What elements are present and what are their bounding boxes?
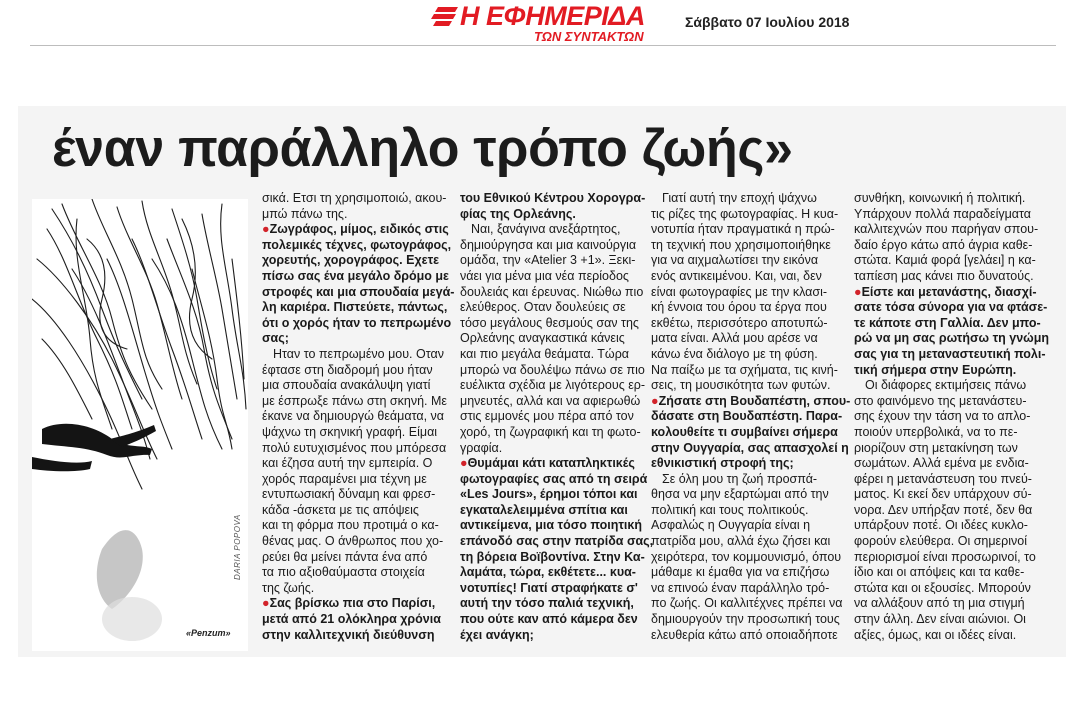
line-text: φίας της Ορλεάνης. [460, 206, 576, 221]
line-text: χειρότερα, τον κομμουνισμό, όπου [651, 549, 842, 564]
line-text: Σε όλη μου τη ζωή προσπά- [662, 471, 818, 486]
line-text: Γιατί αυτή την εποχή ψάχνω [662, 191, 817, 205]
line-text: ελευθερία κάτω από οποιαδήποτε [651, 627, 838, 642]
question-line [854, 316, 1044, 332]
text-line [651, 472, 841, 488]
line-text: «Les Jours», έρημοι τόποι και [460, 487, 638, 502]
line-text: φέρει η μετανάστευση του πνεύ- [854, 471, 1032, 486]
question-line [460, 628, 638, 644]
text-line [854, 550, 1044, 566]
text-line [460, 222, 638, 238]
text-line [460, 284, 644, 301]
line-text: ίδιο και οι απόψεις και τα καθε- [854, 565, 1025, 580]
line-text: πίσω σας ένα μεγάλο δρόμο με [262, 268, 449, 283]
question-line [262, 612, 450, 628]
text-line [262, 565, 450, 581]
line-text: στην καλλιτεχνική διεύθυνση [262, 627, 435, 642]
dancer-photo-illustration [32, 199, 248, 651]
text-line [651, 331, 841, 347]
text-line [651, 378, 841, 394]
line-text: ποιούν υπερβολικά, να το πε- [854, 424, 1018, 439]
question-line [460, 456, 638, 472]
line-text: Σας βρίσκω πια στο Παρίσι, [269, 596, 436, 611]
text-line [854, 207, 1044, 223]
line-text: έκανε να δημιουργώ θεάματα, να [262, 409, 445, 424]
text-line [651, 222, 841, 238]
line-text: κάδα -άσκετα με τις απόψεις [262, 502, 419, 517]
line-text: μπορώ να δουλέψω πάνω σε πιο [460, 362, 645, 377]
line-text: ματα είναι. Αλλά μου αρέσε να [651, 331, 818, 346]
question-line [651, 409, 841, 425]
line-text: εκθέτω, περισσότερο αποτυπώ- [651, 315, 828, 330]
line-text: έχει ανάγκη; [460, 627, 534, 642]
text-line [854, 191, 1044, 207]
line-text: Να παίξω με τα σχήματα, τις κινή- [651, 362, 838, 377]
line-text: σας; [262, 331, 289, 346]
masthead [0, 0, 1086, 44]
question-line [460, 207, 638, 223]
line-text: ευέλικτα σχέδια με λιγότερους ερ- [460, 378, 646, 393]
line-text: Ηταν το πεπρωμένο μου. Οταν [273, 346, 444, 361]
line-text: για να αιχμαλωτίσει την εικόνα [651, 253, 819, 268]
line-text: πολύ ευτυχισμένος που μπόρεσα [262, 440, 447, 455]
text-line [854, 222, 1044, 238]
text-line [651, 238, 841, 254]
question-bullet-icon: ● [460, 456, 468, 471]
line-text: μια σπουδαία ανακάλυψη γιατί [262, 378, 431, 393]
speed-lines-icon [430, 5, 460, 27]
logo-subtitle: ΤΩΝ ΣΥΝΤΑΚΤΩΝ [534, 29, 644, 44]
text-line [460, 378, 646, 394]
question-line [460, 503, 638, 519]
text-line [262, 347, 450, 363]
line-text: κή έννοια του όρου τα έργα που [651, 300, 827, 315]
line-text: συνθήκη, κοινωνική ή πολιτική. [854, 191, 1026, 205]
text-line [854, 487, 1044, 503]
question-line [854, 347, 1044, 363]
line-text: ομάδα, την «Atelier 3 +1». Ξεκι- [460, 253, 636, 268]
text-line [854, 425, 1044, 441]
text-line [262, 394, 450, 410]
text-line [460, 393, 641, 410]
text-line [651, 300, 841, 316]
line-text: καλλιτεχνών που παρήγαν σπου- [854, 222, 1039, 237]
question-line [651, 425, 841, 441]
line-text: και έζησα αυτή την εμπειρία. Ο [262, 456, 433, 471]
text-line [262, 456, 450, 472]
line-text: στην άλλη. Δεν είναι αιώνιοι. Οι [854, 612, 1026, 627]
text-line [460, 409, 638, 425]
question-line [651, 393, 851, 410]
line-text: υπάρξουν ποτέ. Οι ιδέες κυκλο- [854, 518, 1028, 533]
question-line [460, 549, 645, 566]
line-text: Ζήσατε στη Βουδαπέστη, σπου- [658, 393, 851, 408]
line-text: σεις, τη μουσικότητα των φυτών. [651, 378, 831, 393]
text-line [651, 487, 841, 503]
line-text: επάνοδό σας στην πατρίδα σας, [460, 534, 654, 549]
text-line [460, 362, 645, 379]
text-line [651, 269, 841, 285]
line-text: ταπίεση μας κάνει πιο δυνατούς. [854, 268, 1034, 283]
line-text: αξίες, όμως, και οι ιδέες είναι. [854, 627, 1017, 642]
text-line [460, 424, 641, 441]
text-line [262, 191, 450, 207]
text-line [854, 596, 1044, 612]
text-line [460, 269, 638, 285]
text-line [262, 207, 450, 223]
text-line [460, 253, 638, 269]
line-text: σωμάτων. Αλλά εμένα με ενδια- [854, 456, 1029, 471]
line-text: λαμάτα, τώρα, εκθέτετε... κυα- [460, 565, 636, 580]
text-line [262, 550, 450, 566]
line-text: ρεύει θα μείνει πάντα ένα από [262, 549, 428, 564]
line-text: Οι διάφορες εκτιμήσεις πάνω [865, 378, 1027, 393]
line-text: και τη φόρμα που προτιμά ο κα- [262, 518, 439, 533]
text-line [651, 596, 841, 612]
text-line [651, 285, 841, 301]
line-text: μετά από 21 ολόκληρα χρόνια [262, 612, 441, 627]
line-text: στην Ουγγαρία, σας απασχολεί η [651, 440, 849, 455]
line-text: ότι ο χορός ήταν το πεπρωμένο [262, 315, 452, 330]
line-text: μηνευτές, αλλά και να αφιερωθώ [460, 393, 641, 408]
line-text: δαίο έργο κάτω από άγρια καθε- [854, 237, 1033, 252]
question-line [262, 628, 450, 644]
line-text: τόσο μεγάλους θεσμούς σαν της [460, 315, 639, 330]
text-line [262, 425, 450, 441]
question-line [262, 284, 455, 301]
text-line [854, 628, 1044, 644]
question-line [262, 238, 450, 254]
line-text: σας για τη μεταναστευτική πολι- [854, 346, 1046, 361]
article-headline: έναν παράλληλο τρόπο ζωής» [52, 119, 793, 178]
line-text: Ζωγράφος, μίμος, ειδικός στις [269, 222, 449, 237]
text-line [460, 441, 638, 457]
question-bullet-icon: ● [854, 284, 862, 299]
question-line [854, 300, 1048, 316]
line-text: νάει για μένα μια νέα περίοδος [460, 268, 629, 283]
line-text: χορός παραμένει μια τέχνη με [262, 471, 427, 486]
line-text: σατε τόσα σύνορα για να φτάσε- [854, 300, 1048, 315]
question-line [460, 471, 648, 488]
line-text: δημιουργούν την προσωπική τους [651, 612, 840, 627]
text-line [651, 518, 841, 534]
question-line [854, 331, 1050, 347]
line-text: στώτα. Καμιά φορά [γελάει] η κα- [854, 253, 1036, 268]
text-line [262, 534, 450, 550]
text-line [854, 503, 1044, 519]
text-line [651, 503, 841, 519]
text-line [262, 503, 450, 519]
question-bullet-icon: ● [262, 596, 270, 611]
line-text: να αλλάξουν από τη μια στιγμή [854, 596, 1025, 611]
text-line [854, 581, 1044, 597]
line-text: τε κάποτε στη Γαλλία. Δεν μπο- [854, 315, 1041, 330]
text-line [651, 253, 841, 269]
photo-credit: DARIA POPOVA [233, 514, 242, 580]
line-text: κολουθείτε τι συμβαίνει σήμερα [651, 424, 838, 439]
line-text: είναι φωτογραφίες με την κλασι- [651, 284, 828, 299]
text-line [651, 347, 841, 363]
header-divider [30, 45, 1056, 46]
line-text: του Εθνικού Κέντρου Χορογρα- [460, 191, 646, 205]
line-text: πο ζωής. Οι καλλιτέχνες πρέπει να [651, 596, 843, 611]
text-line [651, 534, 841, 550]
line-text: ψάχνω τη σκηνική γραφή. Είμαι [262, 424, 438, 439]
line-text: Είστε και μετανάστης, διασχί- [861, 284, 1037, 299]
line-text: πατρίδα μου, αλλά έχω ζήσει και [651, 534, 831, 549]
article-column-3 [651, 191, 851, 643]
question-line [262, 316, 450, 332]
text-line [262, 363, 450, 379]
line-text: νοτυπία ήταν πραγματικά η πρώ- [651, 222, 835, 237]
line-text: ρώ να μη σας ρωτήσω τη γνώμη [854, 331, 1050, 346]
question-line [460, 487, 638, 503]
text-line [460, 300, 638, 316]
text-line [460, 331, 638, 347]
question-line [262, 253, 450, 269]
question-line [854, 363, 1044, 379]
newspaper-logo[interactable] [430, 2, 654, 44]
line-text: στις εμμονές μου πέρα από τον [460, 409, 634, 424]
line-text: λη καριέρα. Πιστεύετε, πάντως, [262, 300, 448, 315]
line-text: πολιτική και τους πολιτικούς. [651, 502, 809, 517]
line-text: περιορισμοί είναι προσωρινοί, το [854, 549, 1036, 564]
article-column-4 [854, 191, 1050, 643]
question-line [460, 565, 638, 581]
text-line [262, 441, 450, 457]
line-text: γραφία. [460, 440, 503, 455]
line-text: Ναι, ξανάγινα ανεξάρτητος, [471, 222, 621, 237]
text-line [651, 207, 841, 223]
question-line [460, 612, 638, 628]
line-text: νορα. Δεν υπήρξαν ποτέ, δεν θα [854, 502, 1033, 517]
line-text: τις ρίζες της φωτογραφίας. Η κυα- [651, 206, 839, 221]
line-text: ματος. Κι εκεί δεν υπάρχουν σύ- [854, 487, 1032, 502]
line-text: δάσατε στη Βουδαπέστη. Παρα- [651, 409, 843, 424]
question-line [854, 285, 1044, 301]
line-text: εντυπωσιακή δύναμη και φρεσ- [262, 487, 436, 502]
line-text: Ορλεάνης αναγκαστικά κάνεις [460, 331, 625, 346]
text-line [854, 565, 1044, 581]
text-line [460, 316, 638, 332]
text-line [262, 487, 450, 503]
text-line [854, 409, 1044, 425]
line-text: μπώ πάνω της. [262, 206, 348, 221]
line-text: ενός αντικειμένου. Και, ναι, δεν [651, 268, 822, 283]
line-text: Ασφαλώς η Ουγγαρία είναι η [651, 518, 811, 533]
line-text: με έσπρωξε πάνω στη σκηνή. Με [262, 393, 447, 408]
line-text: τη τεχνική που χρησιμοποιήθηκε [651, 237, 831, 252]
text-line [651, 191, 841, 207]
line-text: της ζωής. [262, 580, 315, 595]
text-line [651, 628, 841, 644]
text-line [460, 238, 638, 254]
line-text: χορευτής, χορογράφος. Εχετε [262, 253, 440, 268]
line-text: δουλειάς και έρευνας. Νιώθω πιο [460, 284, 644, 299]
line-text: στο φαινόμενο της μετανάστευ- [854, 393, 1027, 408]
line-text: να επινοώ έναν παράλληλο τρό- [651, 580, 830, 595]
line-text: φορούν ελεύθερα. Οι σημερινοί [854, 534, 1027, 549]
question-line [262, 596, 450, 612]
text-line [854, 612, 1044, 628]
line-text: Θυμάμαι κάτι καταπληκτικές [467, 456, 635, 471]
line-text: στροφές και μια σπουδαία μεγά- [262, 284, 455, 299]
question-line [651, 440, 849, 457]
question-line [460, 581, 638, 597]
line-text: φωτογραφίες σας από τη σειρά [460, 471, 648, 486]
text-line [854, 534, 1044, 550]
text-line [651, 612, 841, 628]
publication-date: Σάββατο 07 Ιουλίου 2018 [685, 14, 850, 30]
line-text: πολεμικές τέχνες, φωτογράφος, [262, 237, 452, 252]
line-text: σικά. Ετσι τη χρησιμοποιώ, ακου- [262, 191, 447, 205]
text-line [651, 363, 841, 379]
line-text: αντικείμενα, μια τόσο ποιητική [460, 518, 643, 533]
question-bullet-icon: ● [262, 222, 270, 237]
question-line [651, 456, 841, 472]
text-line [854, 378, 1044, 394]
line-text: νοτυπίες! Γιατί στραφήκατε σ' [460, 580, 638, 595]
question-line [262, 331, 450, 347]
question-bullet-icon: ● [651, 393, 659, 408]
text-line [651, 565, 841, 581]
text-line [854, 394, 1044, 410]
text-line [854, 253, 1044, 269]
line-text: Υπάρχουν πολλά παραδείγματα [854, 206, 1032, 221]
line-text: στώτα και οι εξουσίες. Μπορούν [854, 580, 1031, 595]
text-line [262, 409, 450, 425]
line-text: θένας μας. Ο άνθρωπος που χο- [262, 534, 444, 549]
text-line [651, 581, 841, 597]
line-text: αυτή την τόσο παλιά τεχνική, [460, 596, 634, 611]
photo-caption: «Penzum» [186, 628, 231, 638]
text-line [262, 518, 450, 534]
question-line [460, 596, 638, 612]
text-line [854, 441, 1044, 457]
line-text: τη βόρεια Βοϊβοντίνα. Στην Κα- [460, 549, 645, 564]
line-text: ριορίζουν στη μετακίνηση των [854, 440, 1018, 455]
question-line [460, 191, 646, 207]
line-text: θησα να μην εξαρτώμαι από την [651, 487, 829, 502]
line-text: ελεύθερος. Οταν δουλεύεις σε [460, 300, 626, 315]
text-line [854, 238, 1044, 254]
line-text: δημιούργησα και μια καινούργια [460, 237, 637, 252]
line-text: σης έχουν την τάση να το απλο- [854, 409, 1031, 424]
question-line [262, 300, 450, 316]
line-text: τική σήμερα στην Ευρώπη. [854, 362, 1017, 377]
article-photo [32, 199, 248, 651]
question-line [460, 534, 654, 550]
line-text: χορό, τη ζωγραφική και τη φωτο- [460, 424, 641, 439]
question-line [262, 222, 450, 238]
article-column-2 [460, 191, 654, 643]
article-column-1 [262, 191, 455, 643]
line-text: που ούτε καν από κάμερα δεν [460, 612, 638, 627]
line-text: εγκαταλελειμμένα σπίτια και [460, 502, 628, 517]
text-line [651, 550, 841, 566]
line-text: εθνικιστική στροφή της; [651, 456, 794, 471]
text-line [262, 378, 450, 394]
logo-title: Η ΕΦΗΜΕΡΙΔΑ [460, 1, 645, 31]
line-text: έφτασε στη διαδρομή μου ήταν [262, 362, 433, 377]
text-line [854, 456, 1044, 472]
question-line [460, 518, 643, 534]
text-line [460, 347, 638, 363]
text-line [262, 581, 450, 597]
line-text: μάθαμε κι έμαθα για να επιζήσω [651, 565, 830, 580]
question-line [262, 269, 450, 285]
text-line [854, 518, 1044, 534]
text-line [854, 472, 1044, 488]
line-text: και πιο μεγάλα θεάματα. Τώρα [460, 346, 630, 361]
text-line [651, 316, 841, 332]
text-line [262, 472, 450, 488]
text-line [854, 269, 1044, 285]
line-text: τα πιο αξιοθαύμαστα στοιχεία [262, 565, 425, 580]
line-text: κάνω ένα διάλογο με τη φύση. [651, 346, 818, 361]
